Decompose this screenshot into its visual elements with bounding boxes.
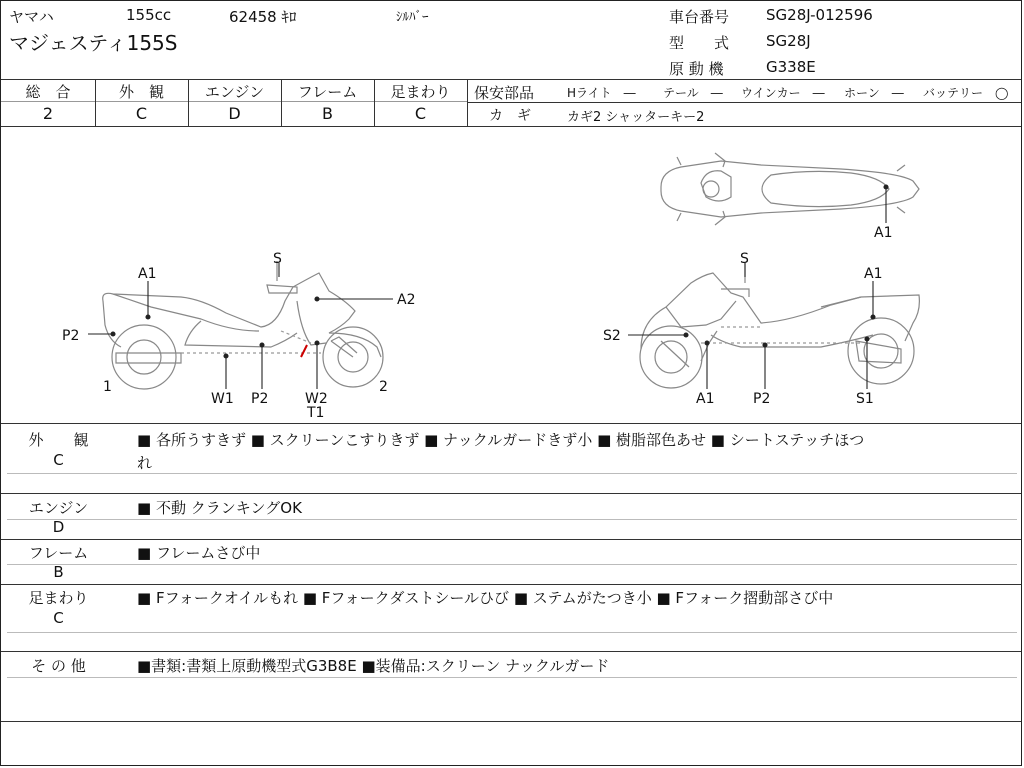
grade-total-label: 総 合	[25, 83, 71, 101]
engine-model-label: 原 動 機	[669, 60, 724, 78]
divider	[7, 677, 1017, 678]
engine-model-value: G338E	[766, 58, 816, 76]
grade-frame-value: B	[322, 104, 333, 123]
section-frame-line-1: ■ フレームさび中	[137, 544, 261, 562]
label-right-a1-lower: A1	[696, 391, 715, 407]
key-value: カギ2 シャッターキー2	[567, 110, 705, 125]
label-right-s: S	[740, 251, 749, 267]
divider	[1, 651, 1022, 652]
divider	[467, 79, 468, 126]
grade-total-value: 2	[42, 104, 54, 123]
divider	[467, 102, 1022, 103]
scooter-top-view	[661, 153, 919, 225]
divider	[7, 632, 1017, 633]
section-suspension-grade: C	[53, 609, 64, 627]
grade-suspension-value: C	[414, 104, 427, 123]
safety-tail: テール ―	[663, 86, 723, 100]
key-label: カ ギ	[489, 108, 531, 124]
safety-horn: ホーン ―	[844, 86, 904, 100]
damage-mark	[301, 345, 307, 357]
section-exterior-grade: C	[53, 451, 64, 469]
section-exterior-line-2: れ	[137, 454, 153, 472]
section-other-label: そ の 他	[31, 657, 86, 675]
safety-parts-label: 保安部品	[474, 84, 535, 102]
grade-suspension-label: 足まわり	[390, 83, 451, 101]
displacement: 155cc	[126, 6, 172, 24]
type-label: 型 式	[669, 34, 730, 52]
label-top-a1: A1	[874, 225, 893, 241]
label-left-wheel-1: 1	[103, 379, 112, 395]
label-left-p2-front: P2	[62, 328, 80, 344]
grade-engine-label: エンジン	[204, 83, 265, 101]
label-left-a1: A1	[138, 266, 157, 282]
grade-exterior-value: C	[135, 104, 148, 123]
divider	[7, 564, 1017, 565]
label-right-s2: S2	[603, 328, 621, 344]
label-left-wheel-2: 2	[379, 379, 388, 395]
section-exterior-line-1: ■ 各所うすきず ■ スクリーンこすりきず ■ ナックルガードきず小 ■ 樹脂部色あせ ■ シートステッチほつ	[137, 431, 865, 449]
section-engine-line-1: ■ 不動 クランキングOK	[137, 499, 302, 517]
section-suspension-label: 足まわり	[28, 589, 89, 607]
grade-engine-value: D	[228, 104, 241, 123]
maker: ヤマハ	[9, 8, 54, 26]
divider	[1, 584, 1022, 585]
model-name: マジェスティ155S	[9, 31, 178, 55]
label-right-p2: P2	[753, 391, 771, 407]
divider	[1, 539, 1022, 540]
label-left-p2: P2	[251, 391, 269, 407]
section-frame-label: フレーム	[28, 544, 89, 562]
safety-headlight: Hライト ―	[567, 86, 636, 100]
label-right-a1: A1	[864, 266, 883, 282]
label-left-w2: W2	[305, 391, 328, 407]
grade-exterior-label: 外 観	[118, 83, 164, 101]
safety-battery: バッテリー ◯	[923, 86, 1009, 100]
section-exterior-label: 外 観	[28, 431, 89, 449]
label-left-s: S	[273, 251, 282, 267]
frame-number-label: 車台番号	[669, 8, 730, 26]
section-engine-label: エンジン	[28, 499, 89, 517]
mileage: 62458 ｷﾛ	[229, 8, 297, 26]
section-other-line-1: ■書類:書類上原動機型式G3B8E ■装備品:スクリーン ナックルガード	[137, 657, 610, 675]
grade-frame-label: フレーム	[297, 83, 358, 101]
frame-number-value: SG28J-012596	[766, 6, 873, 24]
divider	[1, 493, 1022, 494]
divider	[7, 473, 1017, 474]
color: ｼﾙﾊﾞｰ	[396, 10, 429, 25]
label-left-t1: T1	[307, 405, 325, 421]
divider	[1, 721, 1022, 722]
section-suspension-line-1: ■ Fフォークオイルもれ ■ Fフォークダストシールひび ■ ステムがたつき小 ■ Fフォーク摺動部さび中	[137, 589, 834, 607]
label-left-a2: A2	[397, 292, 416, 308]
label-left-w1: W1	[211, 391, 234, 407]
label-right-s1: S1	[856, 391, 874, 407]
section-frame-grade: B	[53, 563, 64, 581]
divider	[1, 423, 1022, 424]
section-engine-grade: D	[52, 518, 65, 536]
divider	[1, 79, 1022, 80]
type-value: SG28J	[766, 32, 811, 50]
safety-winker: ウインカー ―	[741, 86, 825, 100]
scooter-damage-diagram	[1, 127, 1022, 423]
divider	[7, 519, 1017, 520]
